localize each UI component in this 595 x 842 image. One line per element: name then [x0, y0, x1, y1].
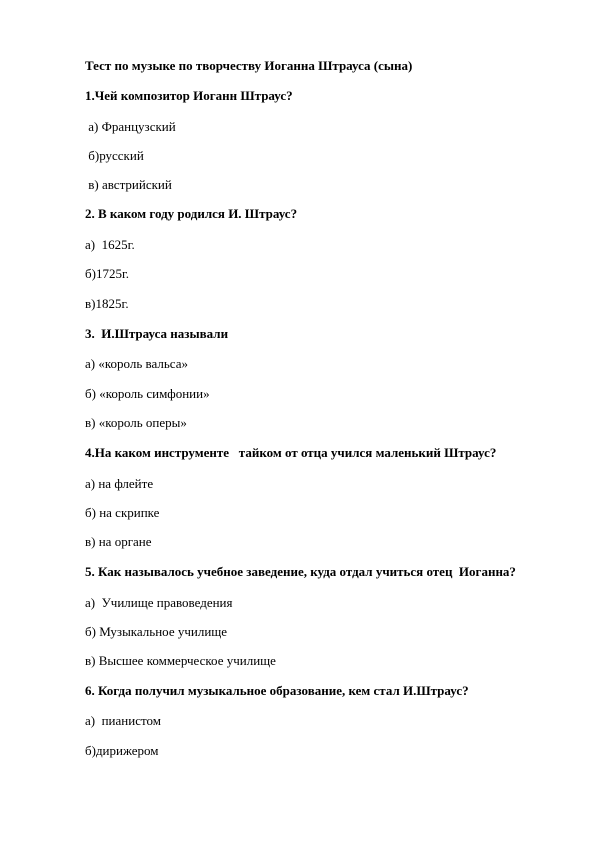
answer-3c: в) «король оперы»: [85, 415, 187, 430]
answer-2b: б)1725г.: [85, 266, 130, 281]
answer-1c: в) австрийский: [85, 177, 172, 192]
question-2: 2. В каком году родился И. Штраус?: [85, 206, 298, 221]
answer-5c: в) Высшее коммерческое училище: [85, 653, 276, 668]
question-4: 4.На каком инструменте тайком от отца учился маленький Штраус?: [85, 445, 497, 460]
question-1: 1.Чей композитор Иоганн Штраус?: [85, 88, 293, 103]
question-5: 5. Как называлось учебное заведение, куда отдал учиться отец Иоганна?: [85, 564, 516, 579]
answer-5a: а) Училище правоведения: [85, 595, 233, 610]
answer-5b: б) Музыкальное училище: [85, 624, 228, 639]
answer-6b: б)дирижером: [85, 743, 159, 758]
document-title: Тест по музыке по творчеству Иоганна Штрауса (сына): [85, 58, 413, 73]
answer-4b: б) на скрипке: [85, 505, 160, 520]
answer-1b: б)русский: [85, 148, 144, 163]
answer-6a: а) пианистом: [85, 713, 161, 728]
question-6: 6. Когда получил музыкальное образование, кем стал И.Штраус?: [85, 683, 469, 698]
answer-4a: а) на флейте: [85, 476, 154, 491]
answer-1a: а) Французский: [85, 119, 176, 134]
question-3: 3. И.Штрауса называли: [85, 326, 229, 341]
answer-3b: б) «король симфонии»: [85, 386, 210, 401]
answer-2c: в)1825г.: [85, 296, 129, 311]
answer-4c: в) на органе: [85, 534, 152, 549]
answer-3a: а) «король вальса»: [85, 356, 188, 371]
answer-2a: а) 1625г.: [85, 237, 135, 252]
